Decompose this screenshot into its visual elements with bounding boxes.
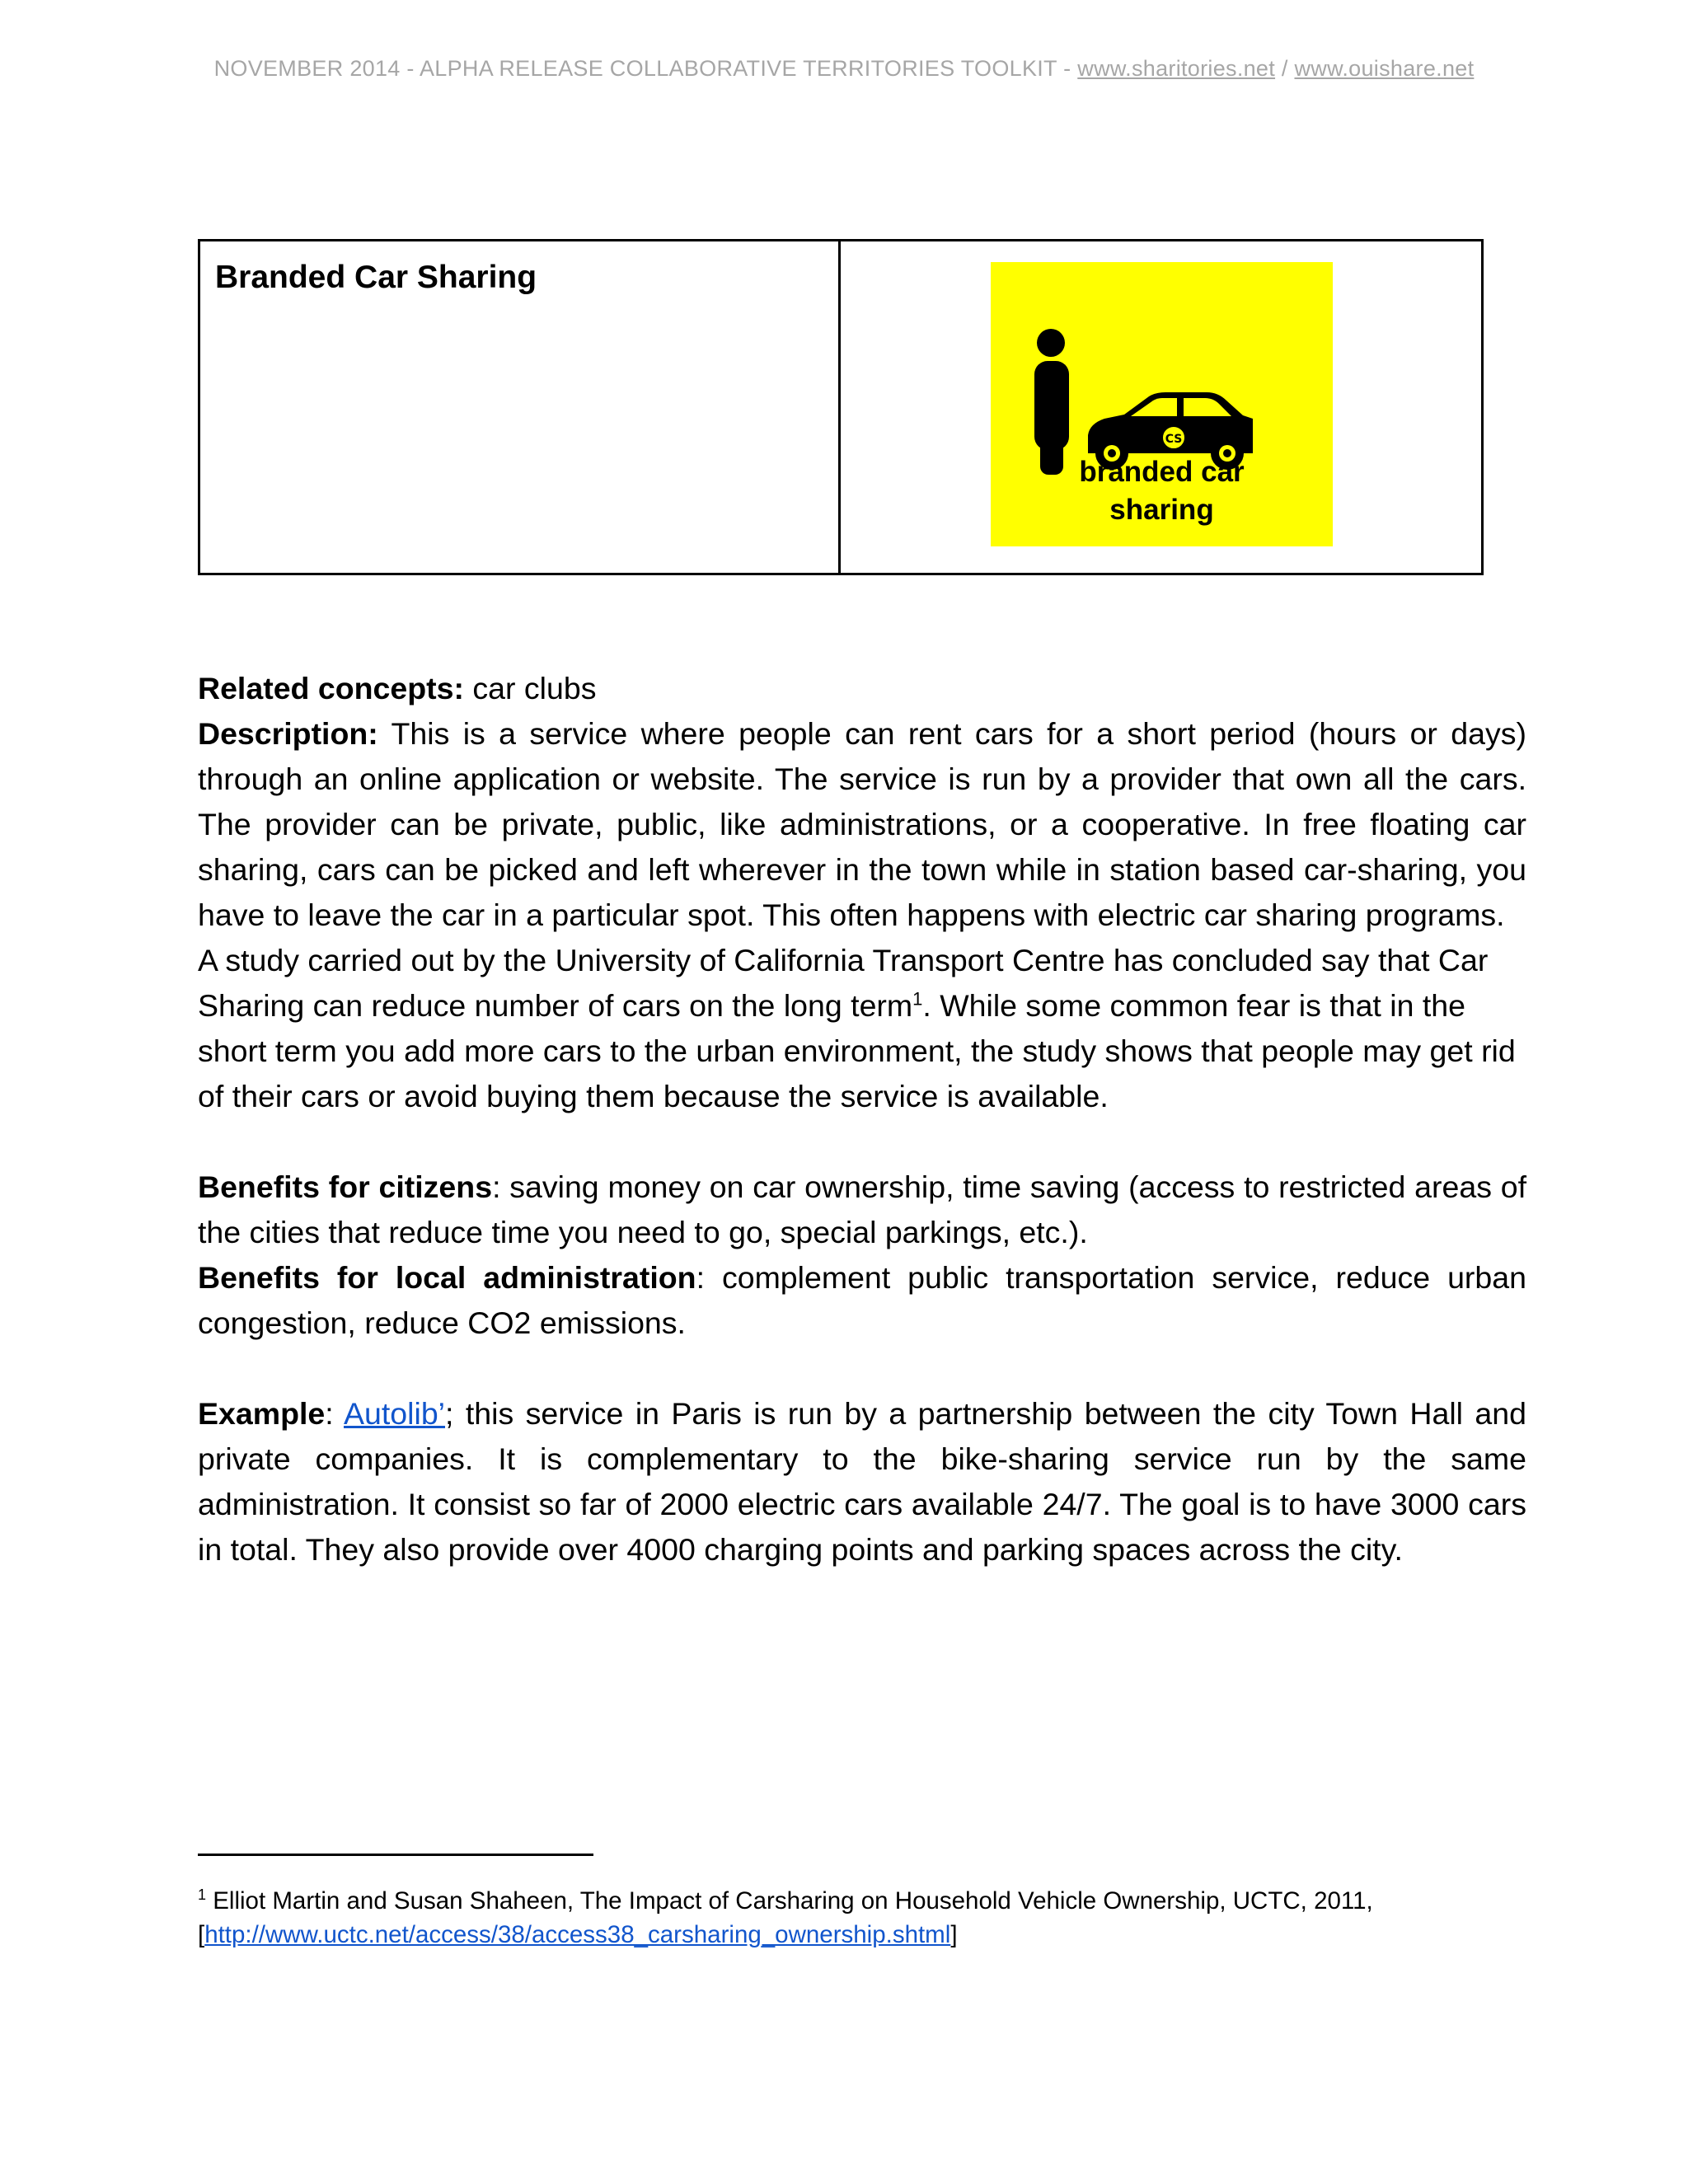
benefits-citizens-label: Benefits for citizens [198, 1169, 493, 1204]
study-paragraph [198, 938, 1526, 1119]
footnote-link[interactable]: http://www.uctc.net/access/38/access38_carsharing_ownership.shtml [204, 1921, 951, 1948]
header-link-ouishare[interactable]: www.ouishare.net [1294, 56, 1475, 81]
logo-line-1: branded car [1079, 456, 1245, 488]
benefits-admin-label: Benefits for local administration [198, 1260, 696, 1295]
related-label: Related concepts: [198, 671, 464, 705]
description-paragraph [198, 711, 1526, 938]
document-body [198, 666, 1526, 1572]
logo-caption [991, 453, 1333, 529]
benefits-admin [198, 1255, 1526, 1346]
concept-title: Branded Car Sharing [215, 260, 537, 295]
page-header [0, 56, 1688, 82]
study-text-1: A study carried out by the University of California Transport Centre has concluded say that Car Sharing can reduce number of cars on the long term [198, 943, 1489, 1023]
footnote-number: 1 [198, 1886, 207, 1904]
footnote [198, 1884, 1533, 1952]
footnote-bracket-open: [ [198, 1921, 205, 1948]
autolib-link[interactable]: Autolib’ [344, 1396, 446, 1431]
footnote-line-1 [198, 1884, 1533, 1918]
example-paragraph [198, 1391, 1526, 1572]
example-label: Example [198, 1396, 326, 1431]
related-text: car clubs [464, 671, 597, 705]
related-concepts [198, 666, 1526, 711]
footnote-bracket-close: ] [950, 1921, 958, 1948]
study-text-2: . While some common fear is that in the short term you add more cars to the urban environment, the study shows that people may get rid of their cars or avoid buying them because the service is available. [198, 988, 1516, 1113]
logo-line-2: sharing [1109, 494, 1214, 526]
description-text: This is a service where people can rent cars for a short period (hours or days) through an online application or website. The service is run by a provider that own all the cars. The provider can be private, public, like administrations, or a cooperative. In free floating car sharing, cars can be picked and left wherever in the town while in station based car-sharing, you have to leave the car in a particular spot. This often happens with electric car sharing programs. [198, 716, 1526, 932]
benefits-admin-text: : complement public transportation service, reduce urban congestion, reduce CO2 emissions. [198, 1260, 1526, 1340]
footnote-ref: 1 [912, 988, 923, 1010]
example-colon: : [325, 1396, 345, 1431]
header-text: NOVEMBER 2014 - ALPHA RELEASE COLLABORATIVE TERRITORIES TOOLKIT - [213, 56, 1078, 81]
example-text: ; this service in Paris is run by a partnership between the city Town Hall and private companies. It is complementary to the bike-sharing service run by the same administration. It consist so far of 2000 electric cars available 24/7. The goal is to have 3000 cars in total. They also provide over 4000 charging points and parking spaces across the city. [198, 1396, 1526, 1567]
footnote-divider [198, 1854, 593, 1856]
concept-table [198, 239, 1484, 575]
cs-badge-text: CS [1165, 433, 1183, 446]
concept-logo-cell [841, 241, 1481, 573]
footnote-line-2 [198, 1918, 1533, 1952]
benefits-citizens-text: : saving money on car ownership, time saving (access to restricted areas of the cities that reduce time you need to go, special parkings, etc.). [198, 1169, 1526, 1249]
footnote-text: Elliot Martin and Susan Shaheen, The Impact of Carsharing on Household Vehicle Ownership, UCTC, 2011, [206, 1887, 1373, 1915]
benefits-citizens [198, 1165, 1526, 1255]
branded-car-sharing-logo [991, 262, 1333, 546]
header-separator: / [1275, 56, 1295, 81]
header-link-sharitories[interactable]: www.sharitories.net [1077, 56, 1276, 81]
concept-title-cell [200, 241, 841, 573]
description-label: Description: [198, 716, 378, 751]
